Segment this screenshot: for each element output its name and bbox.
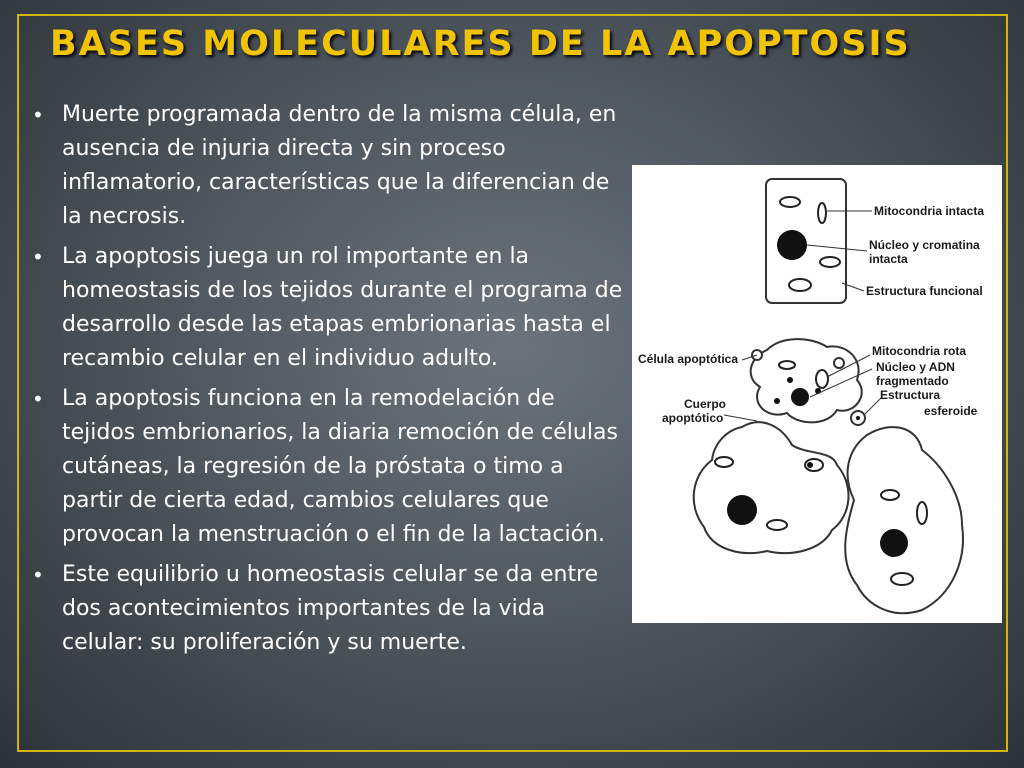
bullet-icon: • xyxy=(32,245,44,269)
bullet-text: La apoptosis funciona en la remodelación de tejidos embrionarios, la diaria remoción de células cutáneas, la regresión de la próstata o timo a partir de cierta edad, cambios celulares que provocan la menstruación o el fin de la lactación. xyxy=(62,386,618,547)
mitochondrion-icon xyxy=(891,573,913,585)
spheroid-core-icon xyxy=(856,416,860,420)
fragmented-nucleus-icon xyxy=(791,388,809,406)
bullet-text: La apoptosis juega un rol importante en la homeostasis de los tejidos durante el programa de desarrollo desde las etapas embrionarias hasta el recambio celular en el individuo adulto. xyxy=(62,244,623,371)
bullet-icon: • xyxy=(32,387,44,411)
dna-fragment-icon xyxy=(774,398,780,404)
nucleus-icon xyxy=(777,230,807,260)
bullet-item xyxy=(30,240,630,376)
pointer-line xyxy=(807,245,867,251)
bullet-item xyxy=(30,98,630,234)
nucleus-fragment-icon xyxy=(880,529,908,557)
label-celula-apoptotica: Célula apoptótica xyxy=(638,352,739,366)
vesicle-core-icon xyxy=(807,462,813,468)
broken-mitochondrion-icon xyxy=(816,370,828,388)
bullet-text: Este equilibrio u homeostasis celular se da entre dos acontecimientos importantes de la vida celular: su proliferación y su muerte. xyxy=(62,562,599,655)
dna-fragment-icon xyxy=(787,377,793,383)
mitochondrion-icon xyxy=(820,257,840,267)
bullet-item xyxy=(30,382,630,552)
label-nucleo-adn: Núcleo y ADN xyxy=(876,360,955,374)
apoptosis-diagram-svg xyxy=(632,165,1002,623)
apoptotic-body xyxy=(694,422,849,553)
vesicle-icon xyxy=(834,358,844,368)
broken-mitochondrion-icon xyxy=(779,361,795,369)
label-nucleo-intacto-2: intacta xyxy=(869,252,908,266)
bullet-item xyxy=(30,558,630,660)
mitochondrion-icon xyxy=(780,197,800,207)
pointer-line xyxy=(827,355,870,377)
label-mitocondria-rota: Mitocondria rota xyxy=(872,344,967,358)
mitochondrion-icon xyxy=(789,279,811,291)
bullet-text: Muerte programada dentro de la misma célula, en ausencia de injuria directa y sin proceso inflamatorio, características que la diferencian de la necrosis. xyxy=(62,102,617,229)
mitochondrion-icon xyxy=(881,490,899,500)
label-apoptotico: apoptótico xyxy=(662,411,724,425)
label-estructura-funcional: Estructura funcional xyxy=(866,284,983,298)
bullet-icon: • xyxy=(32,103,44,127)
slide-title: BASES MOLECULARES DE LA APOPTOSIS xyxy=(50,24,911,64)
label-cuerpo: Cuerpo xyxy=(684,397,726,411)
label-estructura: Estructura xyxy=(880,388,941,402)
mitochondrion-icon xyxy=(818,203,826,223)
bullet-list xyxy=(30,98,630,666)
nucleus-fragment-icon xyxy=(727,495,757,525)
label-mitocondria-intacta: Mitocondria intacta xyxy=(874,204,985,218)
bullet-icon: • xyxy=(32,563,44,587)
label-nucleo-intacto: Núcleo y cromatina xyxy=(869,238,980,252)
label-esferoide: esferoide xyxy=(924,404,978,418)
label-nucleo-adn-2: fragmentado xyxy=(876,374,949,388)
pointer-line xyxy=(724,415,757,421)
mitochondrion-icon xyxy=(767,520,787,530)
apoptosis-diagram xyxy=(632,165,1002,623)
mitochondrion-icon xyxy=(715,457,733,467)
mitochondrion-icon xyxy=(917,502,927,524)
